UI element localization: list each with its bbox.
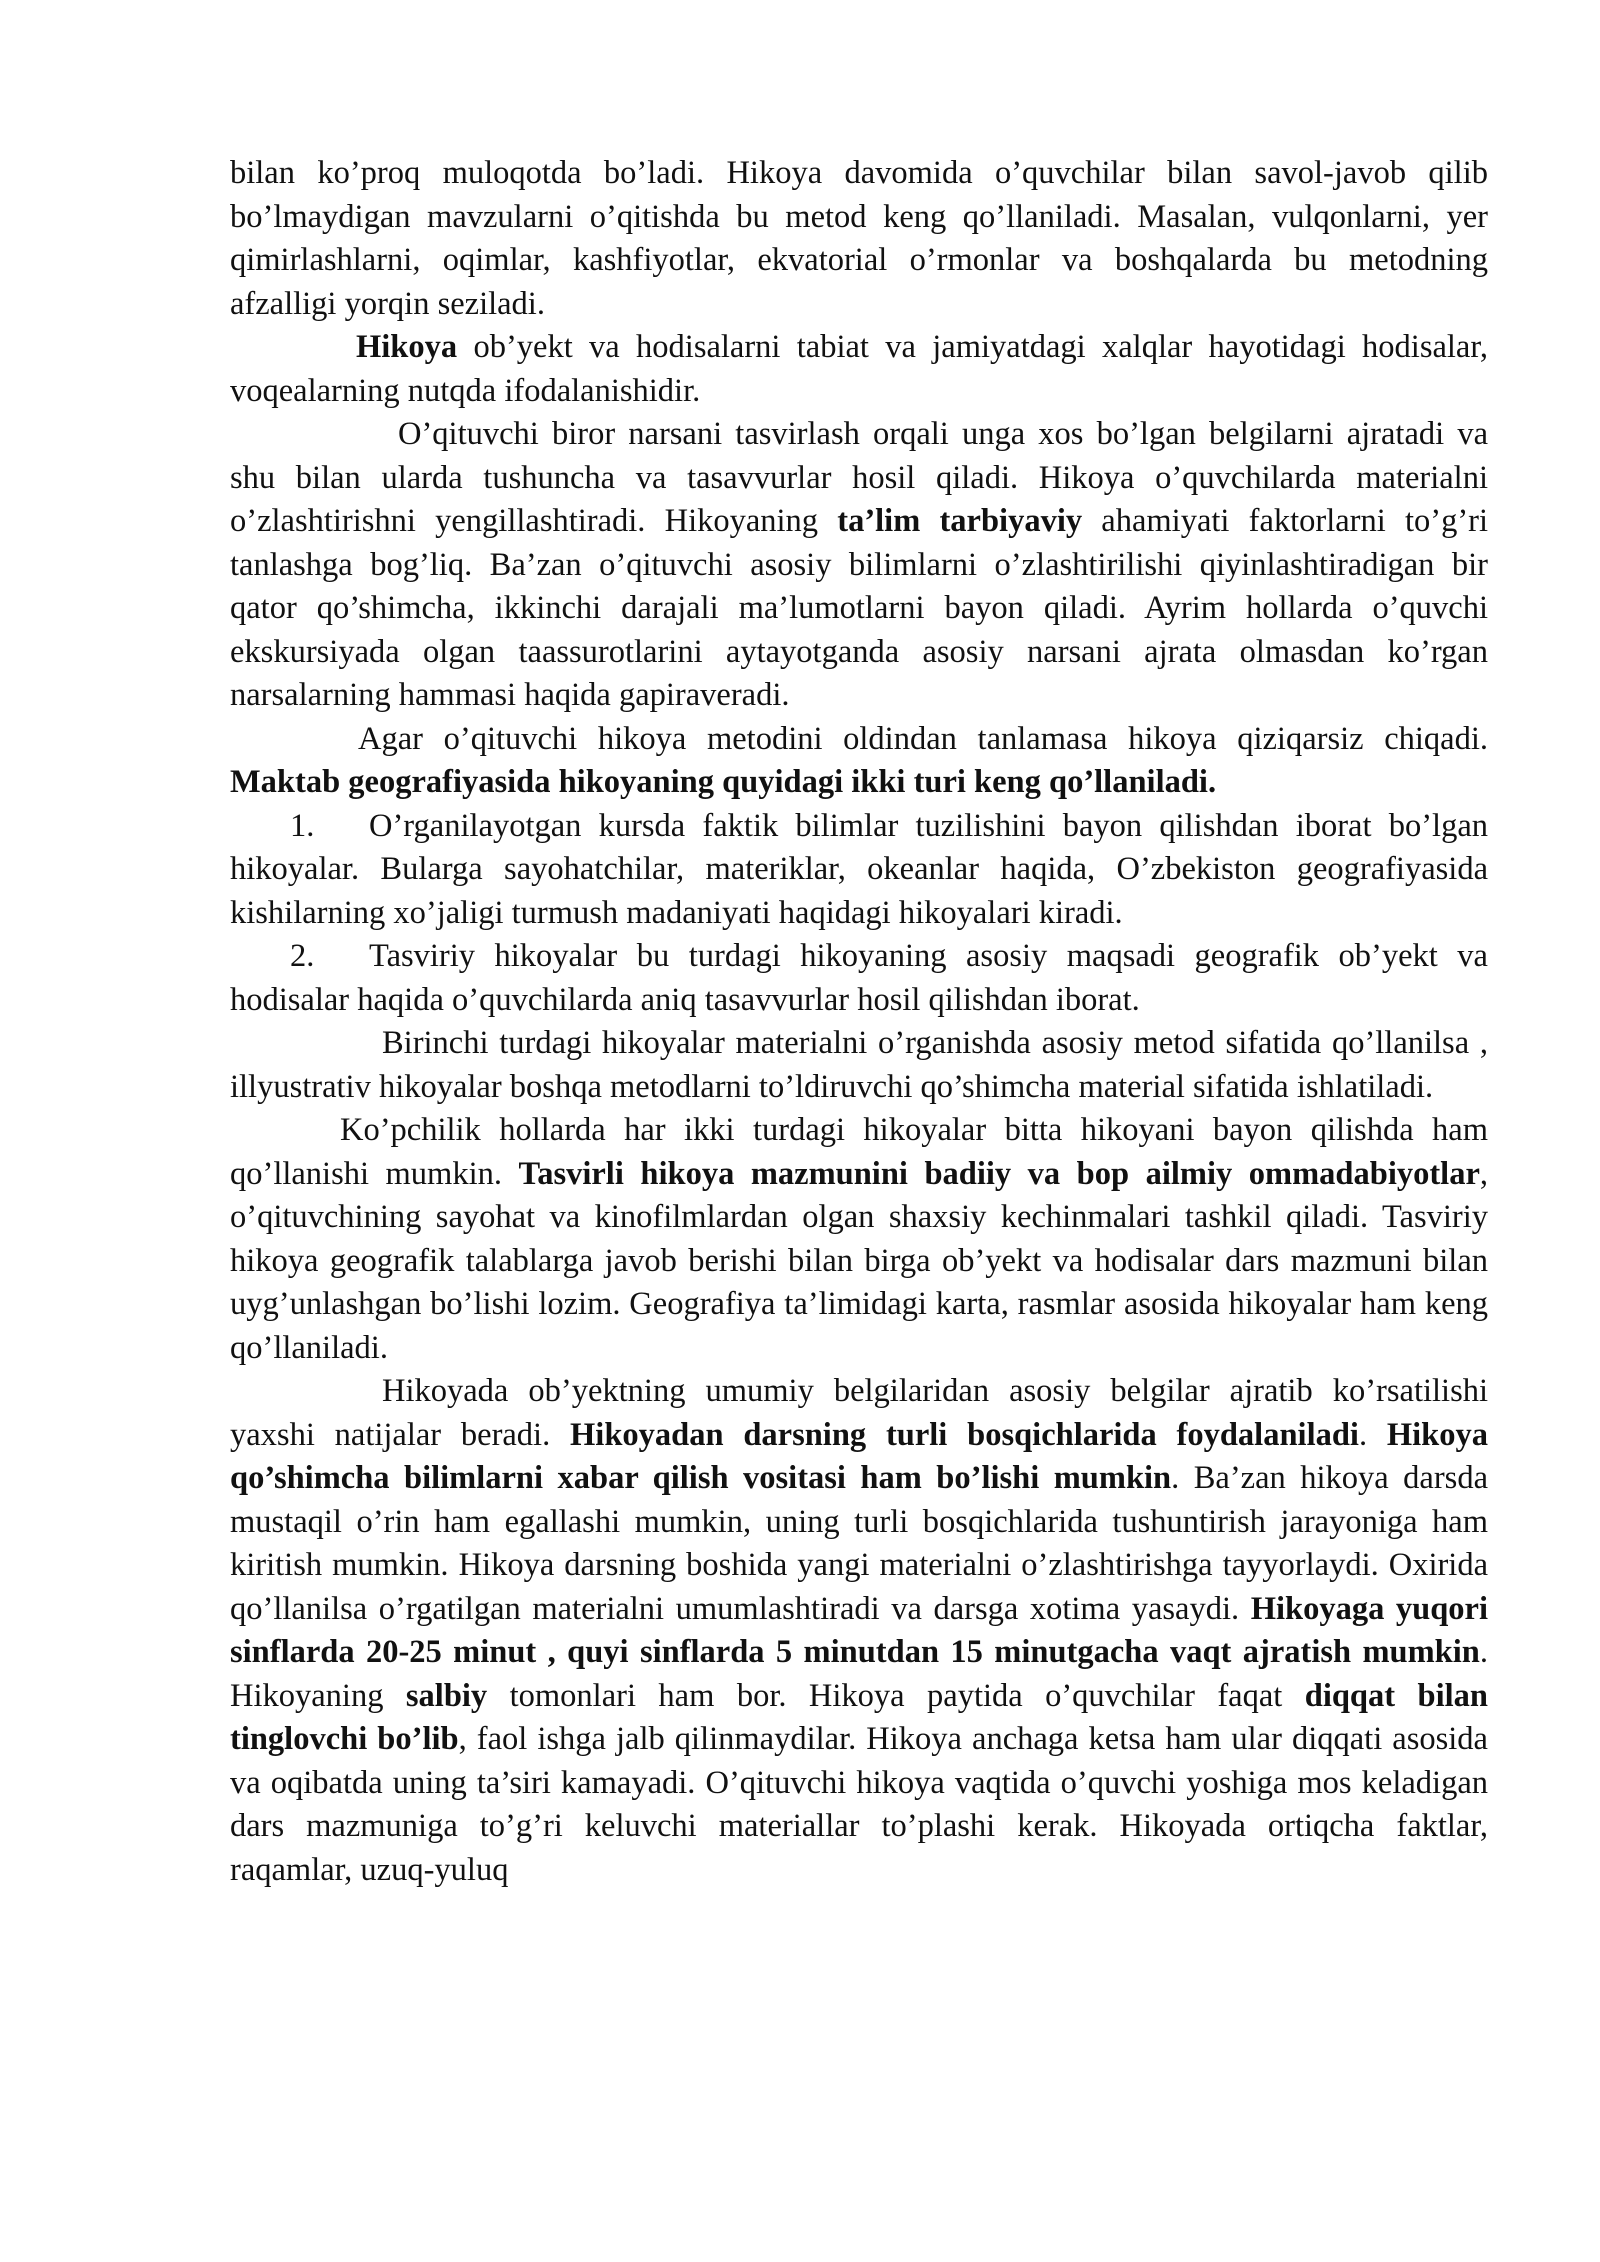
list-number: 1. — [290, 807, 315, 844]
paragraph-5 — [230, 1022, 1488, 1109]
paragraph-3-text-a: O’qituvchi biror narsani tasvirlash orqali unga xos bo’lgan belgilarni ajratadi va shu bilan ularda tushuncha va tasavvurlar hosil qiladi. Hikoya o’quvchilarda materialni o’zlashtirishni yengillashtiradi. Hikoyaning — [230, 416, 1488, 539]
bold-heading-two-types: Maktab geografiyasida hikoyaning quyidagi ikki turi keng qo’llaniladi. — [230, 764, 1217, 800]
paragraph-6-text-b: , o’qituvchining sayohat va kinofilmlardan olgan shaxsiy kechinmalari tashkil qiladi. Tasviriy hikoya geografik talablarga javob berishi bilan birga ob’yekt va hodisalar dars mazmuni bilan uyg’unlashgan bo’lishi lozim. Geografiya ta’limidagi karta, rasmlar asosida hikoyalar ham keng qo’llaniladi. — [230, 1155, 1488, 1366]
bold-term-salbiy: salbiy — [405, 1677, 488, 1714]
bold-term-talim-tarbiyaviy: ta’lim tarbiyaviy — [837, 503, 1083, 539]
paragraph-2-text: ob’yekt va hodisalarni tabiat va jamiyatdagi xalqlar hayotidagi hodisalar, voqealarning nutqda ifodalanishidir. — [230, 329, 1488, 409]
bold-term-hikoya: Hikoya — [356, 329, 458, 365]
paragraph-7-text-f: , faol ishga jalb qilinmaydilar. Hikoya anchaga ketsa ham ular diqqati asosida va oqibatda uning ta’siri kamayadi. O’qituvchi hikoya vaqtida o’quvchi yoshiga mos keladigan dars mazmuniga to’g’ri keluvchi materiallar to’plashi kerak. Hikoyada ortiqcha faktlar, raqamlar, uzuq-yuluq — [230, 1721, 1488, 1888]
paragraph-3 — [230, 413, 1488, 718]
list-item — [230, 935, 1488, 1022]
paragraph-1-text: bilan ko’proq muloqotda bo’ladi. Hikoya davomida o’quvchilar bilan savol-javob qilib bo’lmaydigan mavzularni o’qitishda bu metod keng qo’llaniladi. Masalan, vulqonlarni, yer qimirlashlarni, oqimlar, kashfiyotlar, ekvatorial o’rmonlar va boshqalarda bu metodning afzalligi yorqin seziladi. — [230, 155, 1488, 322]
paragraph-1 — [230, 152, 1488, 326]
list-item — [230, 805, 1488, 936]
bold-term-additional-knowledge: Hikoya qo’shimcha bilimlarni xabar qilish vositasi ham bo’lishi mumkin — [230, 1416, 1489, 1496]
bold-term-stages: Hikoyadan darsning turli bosqichlarida foydalaniladi — [570, 1416, 1359, 1453]
paragraph-6-text-a: Ko’pchilik hollarda har ikki turdagi hikoyalar bitta hikoyani bayon qilishda ham qo’llanishi mumkin. — [230, 1112, 1488, 1192]
paragraph-7 — [230, 1370, 1488, 1892]
bold-term-time-allocation: Hikoyaga yuqori sinflarda 20-25 minut , quyi sinflarda 5 minutdan 15 minutgacha vaqt ajratish mumkin — [230, 1590, 1488, 1670]
paragraph-4 — [230, 718, 1488, 805]
paragraph-4-text: Agar o’qituvchi hikoya metodini oldindan tanlamasa hikoya qiziqarsiz chiqadi. — [358, 720, 1488, 757]
list-item-text: Tasviriy hikoyalar bu turdagi hikoyaning asosiy maqsadi geografik ob’yekt va hodisalar haqida o’quvchilarda aniq tasavvurlar hosil qilishdan iborat. — [230, 938, 1488, 1018]
paragraph-7-text-b: . — [1358, 1416, 1387, 1453]
paragraph-7-text-c: . Ba’zan hikoya darsda mustaqil o’rin ham egallashi mumkin, uning turli bosqichlarida tushuntirish jarayoniga ham kiritish mumkin. Hikoya darsning boshida yangi materialni o’zlashtirishga tayyorlaydi. Oxirida qo’llanilsa o’rgatilgan materialni umumlashtiradi va darsga xotima yasaydi. — [230, 1460, 1488, 1627]
paragraph-6 — [230, 1109, 1488, 1370]
paragraph-3-text-b: ahamiyati faktorlarni to’g’ri tanlashga bog’liq. Ba’zan o’qituvchi asosiy bilimlarni o’zlashtirilishi qiyinlashtiradigan bir qator qo’shimcha, ikkinchi darajali ma’lumotlarni bayon qiladi. Ayrim hollarda o’quvchi ekskursiyada olgan taassurotlarini aytayotganda asosiy narsani ajrata olmasdan ko’rgan narsalarning hammasi haqida gapiraveradi. — [230, 503, 1488, 713]
paragraph-5-text: Birinchi turdagi hikoyalar materialni o’rganishda asosiy metod sifatida qo’llanilsa , illyustrativ hikoyalar boshqa metodlarni to’ldiruvchi qo’shimcha material sifatida ishlatiladi. — [230, 1025, 1488, 1105]
list-item-text: O’rganilayotgan kursda faktik bilimlar tuzilishini bayon qilishdan iborat bo’lgan hikoyalar. Bularga sayohatchilar, materiklar, okeanlar haqida, O’zbekiston geografiyasida kishilarning xo’jaligi turmush madaniyati haqidagi hikoyalari kiradi. — [230, 807, 1488, 931]
paragraph-2 — [230, 326, 1488, 413]
paragraph-7-text-d: . Hikoyaning — [230, 1634, 1488, 1714]
bold-term-tasvirli-hikoya: Tasvirli hikoya mazmunini badiiy va bop ailmiy ommadabiyotlar — [518, 1155, 1480, 1192]
bold-term-listener: diqqat bilan tinglovchi bo’lib — [230, 1677, 1488, 1757]
paragraph-7-text-a: Hikoyada ob’yektning umumiy belgilaridan asosiy belgilar ajratib ko’rsatilishi yaxshi natijalar beradi. — [230, 1373, 1488, 1453]
document-body — [230, 152, 1488, 1892]
list-number: 2. — [290, 938, 315, 974]
paragraph-7-text-e: tomonlari ham bor. Hikoya paytida o’quvchilar faqat — [487, 1677, 1305, 1714]
